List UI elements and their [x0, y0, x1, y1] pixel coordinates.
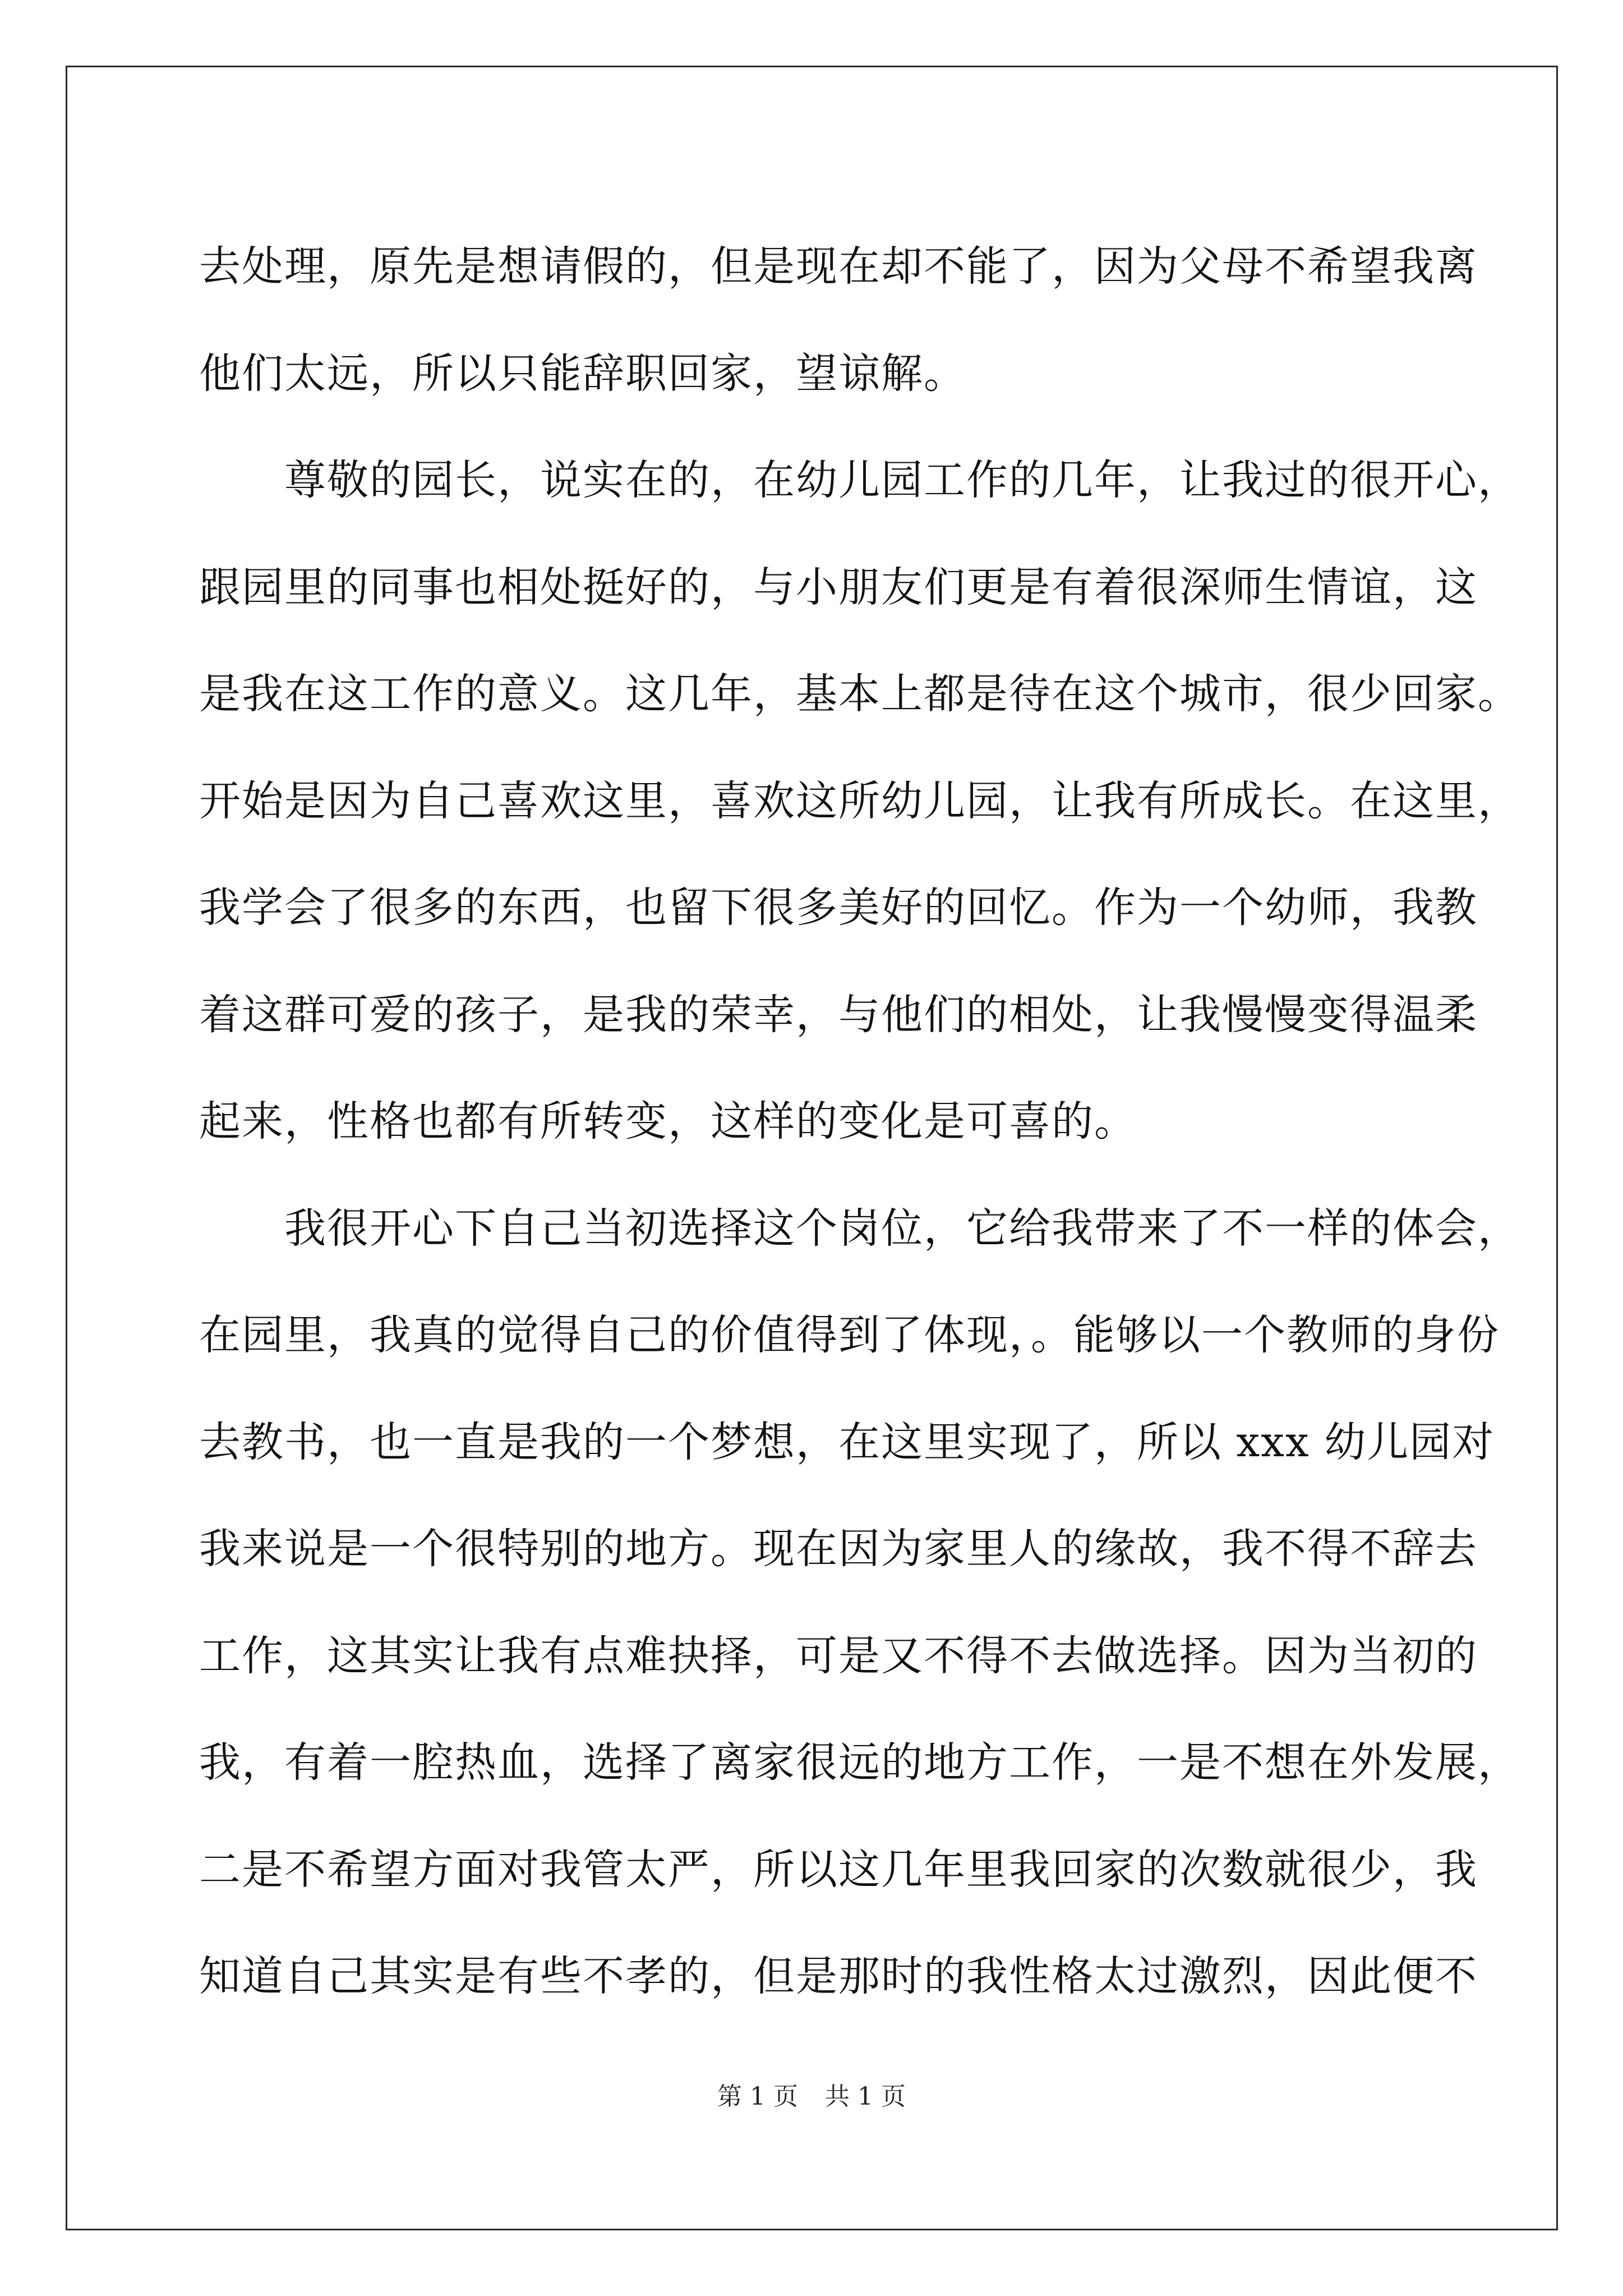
text-line: 我来说是一个很特别的地方。现在因为家里人的缘故，我不得不辞去 — [199, 1525, 1478, 1573]
text-line: 是我在这工作的意义。这几年，基本上都是待在这个城市，很少回家。 — [199, 670, 1520, 718]
text-line: 工作，这其实让我有点难抉择，可是又不得不去做选择。因为当初的 — [199, 1631, 1478, 1680]
text-line: 起来，性格也都有所转变，这样的变化是可喜的。 — [199, 1097, 1137, 1145]
page-footer — [0, 2080, 1623, 2114]
text-line: 尊敬的园长，说实在的，在幼儿园工作的几年，让我过的很开心， — [199, 456, 1520, 504]
text-line: 去处理，原先是想请假的，但是现在却不能了，因为父母不希望我离 — [199, 242, 1478, 291]
text-line: 知道自己其实是有些不孝的，但是那时的我性格太过激烈，因此便不 — [199, 1952, 1478, 2000]
text-line: 我，有着一腔热血，选择了离家很远的地方工作，一是不想在外发展， — [199, 1738, 1520, 1787]
text-line: 我学会了很多的东西，也留下很多美好的回忆。作为一个幼师，我教 — [199, 884, 1478, 932]
document-body — [199, 213, 1520, 2030]
text-line: 着这群可爱的孩子，是我的荣幸，与他们的相处，让我慢慢变得温柔 — [199, 990, 1478, 1039]
text-line: 在园里，我真的觉得自己的价值得到了体现，。能够以一个教师的身份 — [199, 1311, 1500, 1359]
paragraph-3 — [199, 1175, 1520, 2030]
page-number: 第 1 页 — [717, 2082, 798, 2111]
text-line: 他们太远，所以只能辞职回家，望谅解。 — [199, 349, 966, 398]
text-line: 跟园里的同事也相处挺好的，与小朋友们更是有着很深师生情谊，这 — [199, 563, 1478, 611]
text-line: 我很开心下自己当初选择这个岗位，它给我带来了不一样的体会， — [199, 1204, 1520, 1253]
paragraph-2 — [199, 427, 1520, 1175]
text-line: 开始是因为自己喜欢这里，喜欢这所幼儿园，让我有所成长。在这里， — [199, 776, 1520, 825]
paragraph-1 — [199, 213, 1478, 427]
text-line: 二是不希望方面对我管太严，所以这几年里我回家的次数就很少，我 — [199, 1845, 1478, 1894]
page-count: 共 1 页 — [825, 2082, 906, 2111]
text-line: 去教书，也一直是我的一个梦想，在这里实现了，所以 xxx 幼儿园对 — [199, 1418, 1495, 1466]
